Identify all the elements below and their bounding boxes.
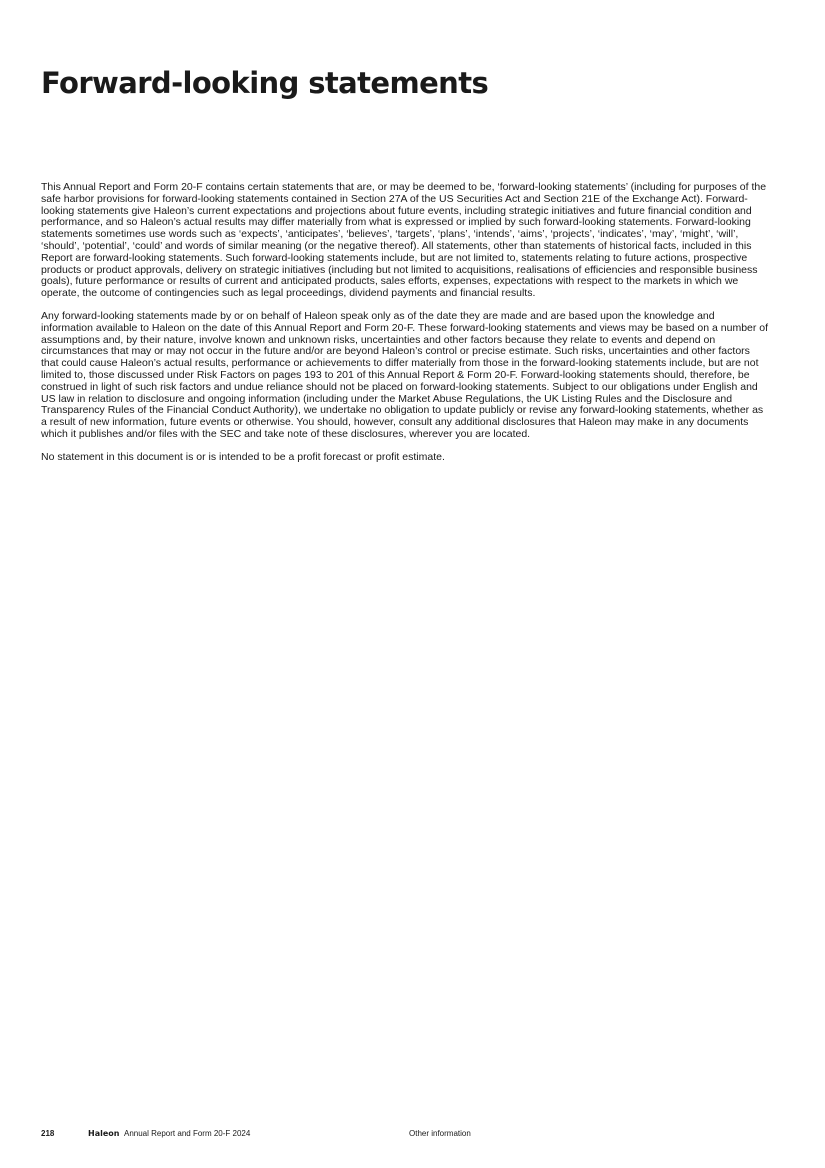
page-title: Forward-looking statements (41, 66, 489, 100)
section-name: Other information (409, 1129, 471, 1138)
brand-name: Haleon (88, 1129, 120, 1138)
paragraph: No statement in this document is or is intended to be a profit forecast or profit estimate. (41, 450, 445, 463)
document-title: Annual Report and Form 20-F 2024 (124, 1129, 251, 1138)
page-footer (41, 1129, 781, 1143)
page-number: 218 (41, 1129, 55, 1138)
body-text (41, 182, 769, 475)
paragraph: This Annual Report and Form 20-F contains certain statements that are, or may be deemed to be, ‘forward-looking statements’ (including for purposes of the safe harbor provisions for forward-looking statements contained in Section 27A of the US Securities Act and Section 21E of the Exchange Act). Forward-looking statements give Haleon’s current expectations and projections about future events, including strategic initiatives and future financial condition and performance, and so Haleon’s actual results may differ materially from what is expressed or implied by such forward-looking statements. Forward-looking statements sometimes use words such as ‘expects’, ‘anticipates’, ‘believes’, ‘targets’, ‘plans’, ‘intends’, ‘aims’, ‘projects’, ‘indicates’, ‘may’, ‘might’, ‘will’, ‘should’, ‘potential’, ‘could’ and words of similar meaning (or the negative thereof). All statements, other than statements of historical facts, included in this Report are forward-looking statements. Such forward-looking statements include, but are not limited to, statements relating to future actions, prospective products or product approvals, delivery on strategic initiatives (including but not limited to acquisitions, realisations of efficiencies and responsible business goals), future performance or results of current and anticipated products, sales efforts, expenses, expectations with respect to the markets in which we operate, the outcome of contingencies such as legal proceedings, dividend payments and financial results. (41, 181, 767, 300)
paragraph: Any forward-looking statements made by or on behalf of Haleon speak only as of the date they are made and are based upon the knowledge and information available to Haleon on the date of this Annual Report and Form 20-F. These forward-looking statements and views may be based on a number of assumptions and, by their nature, involve known and unknown risks, uncertainties and other factors because they relate to events and depend on circumstances that may or may not occur in the future and/or are beyond Haleon’s control or precise estimate. Such risks, uncertainties and other factors that could cause Haleon’s actual results, performance or achievements to differ materially from those in the forward-looking statements include, but are not limited to, those discussed under Risk Factors on pages 193 to 201 of this Annual Report & Form 20-F. Forward-looking statements should, therefore, be construed in light of such risk factors and undue reliance should not be placed on forward-looking statements. Subject to our obligations under English and US law in relation to disclosure and ongoing information (including under the Market Abuse Regulations, the UK Listing Rules and the Disclosure and Transparency Rules of the Financial Conduct Authority), we undertake no obligation to update publicly or revise any forward-looking statements, whether as a result of new information, future events or otherwise. You should, however, consult any additional disclosures that Haleon may make in any documents which it publishes and/or files with the SEC and take note of these disclosures, wherever you are located. (41, 309, 769, 440)
